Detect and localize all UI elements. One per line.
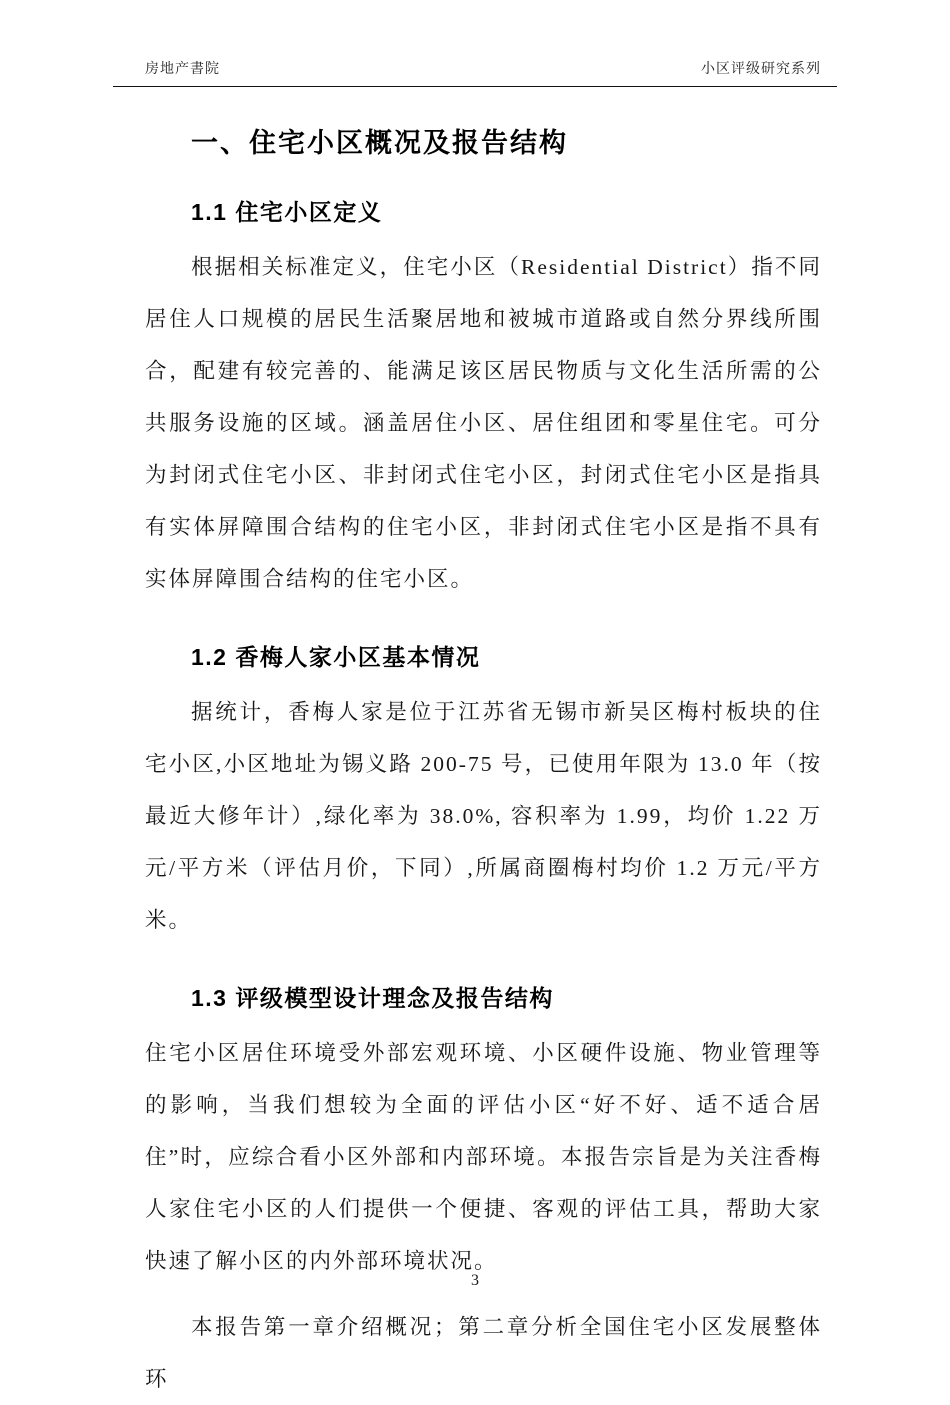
paragraph-definition: 根据相关标准定义，住宅小区（Residential District）指不同居住人口规模的居民生活聚居地和被城市道路或自然分界线所围合，配建有较完善的、能满足该区居民物质与文化生活所需的公共服务设施的区域。涵盖居住小区、居住组团和零星住宅。可分为封闭式住宅小区、非封闭式住宅小区，封闭式住宅小区是指具有实体屏障围合结构的住宅小区，非封闭式住宅小区是指不具有实体屏障围合结构的住宅小区。 [145, 255, 822, 591]
header-right-text: 小区评级研究系列 [701, 60, 821, 76]
section-heading-1-1: 1.1 住宅小区定义 [191, 199, 383, 225]
header-left-text: 房地产書院 [145, 60, 220, 76]
page-header [113, 58, 837, 86]
header-divider [113, 86, 837, 87]
paragraph-report-structure: 本报告第一章介绍概况；第二章分析全国住宅小区发展整体环 [145, 1315, 822, 1391]
page-footer [0, 1272, 950, 1290]
page-number: 3 [471, 1272, 479, 1289]
paragraph-design-concept: 住宅小区居住环境受外部宏观环境、小区硬件设施、物业管理等的影响，当我们想较为全面的评估小区“好不好、适不适合居住”时，应综合看小区外部和内部环境。本报告宗旨是为关注香梅人家住宅小区的人们提供一个便捷、客观的评估工具，帮助大家快速了解小区的内外部环境状况。 [145, 1041, 822, 1273]
document-content [113, 121, 837, 1405]
section-heading-1-3: 1.3 评级模型设计理念及报告结构 [191, 985, 554, 1011]
paragraph-basic-info: 据统计，香梅人家是位于江苏省无锡市新吴区梅村板块的住宅小区,小区地址为锡义路 200-75 号，已使用年限为 13.0 年（按最近大修年计）,绿化率为 38.0%, 容积率为 1.99，均价 1.22 万元/平方米（评估月价，下同）,所属商圈梅村均价 1.2 万元/平方米。 [145, 700, 822, 932]
section-heading-1-2: 1.2 香梅人家小区基本情况 [191, 644, 481, 670]
document-title: 一、住宅小区概况及报告结构 [191, 128, 568, 158]
